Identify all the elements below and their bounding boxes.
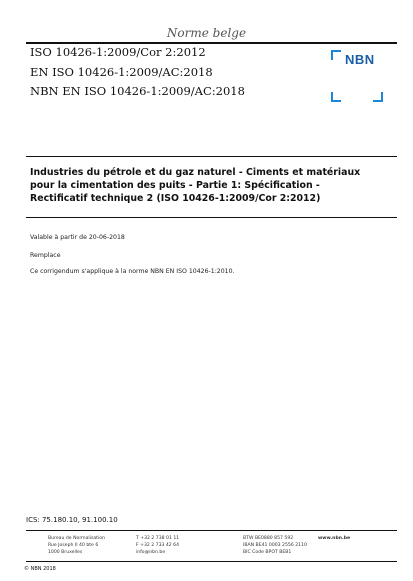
footer-website-link[interactable]: www.nbn.be — [318, 536, 351, 541]
document-title-line: Industries du pétrole et du gaz naturel - Ciments et matériaux — [30, 167, 361, 178]
footer-line: BIC Code BPOT BEB1 — [243, 550, 292, 555]
footer-line: Rue Joseph II 40 bte 6 — [48, 543, 99, 548]
logo-text: NBN — [345, 52, 375, 67]
document-title — [30, 166, 390, 205]
standard-iso: ISO 10426-1:2009/Cor 2:2012 — [30, 45, 206, 59]
nbn-logo — [331, 50, 383, 102]
document-title-line: pour la cimentation des puits - Partie 1: Spécification - — [30, 180, 320, 191]
footer-line: 1000 Bruxelles — [48, 550, 83, 555]
header-title: Norme belge — [166, 26, 247, 40]
valid-from: Valable à partir de 20-06-2018 — [30, 234, 125, 241]
logo-corner-bottom-left — [331, 92, 341, 102]
standard-en-iso: EN ISO 10426-1:2009/AC:2018 — [30, 65, 213, 79]
copyright: © NBN 2018 — [24, 566, 56, 572]
document-title-line: Rectificatif technique 2 (ISO 10426-1:2009/Cor 2:2012) — [30, 193, 321, 204]
logo-corner-top-left — [331, 50, 341, 60]
footer-address — [48, 535, 105, 556]
footer-contact — [136, 535, 179, 556]
footer-banking — [243, 535, 307, 556]
footer-email-link[interactable]: info@nbn.be — [136, 550, 166, 555]
footer-line: T +32 2 738 01 11 — [136, 536, 180, 541]
top-rule — [26, 42, 397, 44]
footer-line: BTW BE0880 857 592 — [243, 536, 294, 541]
footer-rule — [26, 530, 397, 531]
footer-line: F +32 2 733 42 64 — [136, 543, 180, 548]
ics-codes: ICS: 75.180.10, 91.100.10 — [26, 516, 118, 524]
footer-line: IBAN BE41 0003 2556 2110 — [243, 543, 307, 548]
title-rule — [26, 156, 397, 157]
bottom-rule — [26, 561, 397, 562]
footer-line: Bureau de Normalisation — [48, 536, 105, 541]
applies-note: Ce corrigendum s'applique à la norme NBN EN ISO 10426-1:2010. — [30, 268, 235, 275]
replaces-label: Remplace — [30, 252, 61, 259]
standard-nbn-en-iso: NBN EN ISO 10426-1:2009/AC:2018 — [30, 84, 245, 98]
logo-corner-bottom-right — [373, 92, 383, 102]
details-rule — [26, 217, 397, 218]
